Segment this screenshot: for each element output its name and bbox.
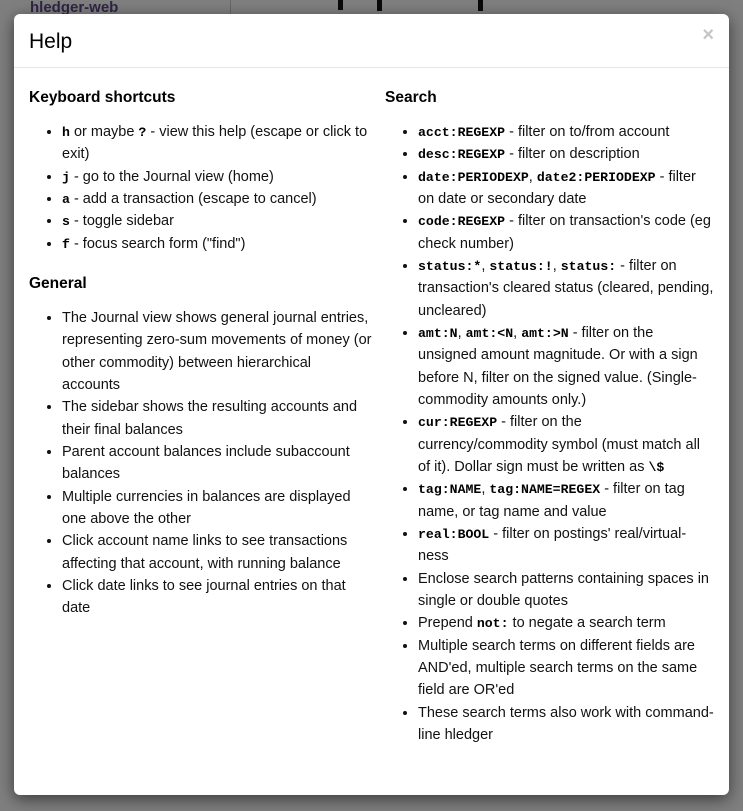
code-token: h <box>62 125 70 140</box>
code-token: desc:REGEXP <box>418 147 506 163</box>
help-list <box>385 121 714 746</box>
list-item: • h or maybe ? - view this help (escape or click to exit) <box>62 121 372 166</box>
list-item: • date:PERIODEXP, date2:PERIODEXP - filter on date or secondary date <box>418 166 714 211</box>
list-item: • These search terms also work with command-line hledger <box>418 702 714 747</box>
close-button[interactable]: × <box>702 24 714 46</box>
help-column-left <box>29 89 372 746</box>
list-item: • Multiple search terms on different fields are AND'ed, multiple search terms on the same field are OR'ed <box>418 635 714 702</box>
list-item: • cur:REGEXP - filter on the currency/commodity symbol (must match all of it). Dollar sign must be written as \$ <box>418 411 714 478</box>
list-item: • code:REGEXP - filter on transaction's code (eg check number) <box>418 210 714 255</box>
help-section <box>29 275 372 620</box>
code-token: a <box>62 191 70 207</box>
code-token: ? <box>138 125 147 140</box>
list-item: • Prepend not: to negate a search term <box>418 612 714 634</box>
list-item: • acct:REGEXP - filter on to/from account <box>418 121 714 143</box>
list-item: • f - focus search form ("find") <box>62 233 372 255</box>
list-item: • desc:REGEXP - filter on description <box>418 143 714 165</box>
help-list <box>29 307 372 620</box>
modal-body <box>14 68 729 761</box>
code-token: tag:NAME=REGEX <box>489 482 601 498</box>
list-item: • Parent account balances include subaccount balances <box>62 441 372 486</box>
list-item: • Enclose search patterns containing spaces in single or double quotes <box>418 568 714 613</box>
list-item: • status:*, status:!, status: - filter on transaction's cleared status (cleared, pending, uncleared) <box>418 255 714 322</box>
modal-header <box>14 14 729 68</box>
code-token: f <box>62 236 70 252</box>
code-token: s <box>62 214 70 230</box>
code-token: tag:NAME <box>418 482 482 498</box>
section-heading: General <box>29 274 87 292</box>
code-token: status: <box>560 258 617 274</box>
help-column-right <box>385 89 714 746</box>
help-list <box>29 121 372 255</box>
code-token: amt:>N <box>521 325 569 341</box>
list-item: • amt:N, amt:<N, amt:>N - filter on the unsigned amount magnitude. Or with a sign before N, filter on the signed value. (Single-commodity amounts only.) <box>418 322 714 411</box>
list-item: • j - go to the Journal view (home) <box>62 166 372 188</box>
code-token: \$ <box>648 459 665 475</box>
section-heading: Keyboard shortcuts <box>29 89 176 106</box>
code-token: amt:<N <box>465 325 514 341</box>
code-token: real:BOOL <box>418 526 490 542</box>
help-modal <box>14 14 729 795</box>
code-token: date2:PERIODEXP <box>536 169 656 185</box>
list-item: • real:BOOL - filter on postings' real/virtual-ness <box>418 523 714 568</box>
list-item: • Click date links to see journal entries on that date <box>62 575 372 620</box>
list-item: • s - toggle sidebar <box>62 210 372 232</box>
code-token: not: <box>476 616 509 632</box>
help-section <box>385 89 714 746</box>
list-item: • tag:NAME, tag:NAME=REGEX - filter on tag name, or tag name and value <box>418 478 714 523</box>
code-token: amt:N <box>418 325 458 341</box>
help-section <box>29 89 372 255</box>
code-token: code:REGEXP <box>418 214 506 230</box>
code-token: status:* <box>418 258 482 274</box>
modal-title: Help <box>29 30 73 53</box>
section-heading: Search <box>385 89 437 106</box>
list-item: • Multiple currencies in balances are displayed one above the other <box>62 486 372 531</box>
list-item: • a - add a transaction (escape to cancel) <box>62 188 372 210</box>
list-item: • The Journal view shows general journal entries, representing zero-sum movements of money (or other commodity) between hierarchical accounts <box>62 307 372 396</box>
code-token: cur:REGEXP <box>418 415 498 431</box>
code-token: status:! <box>489 258 553 274</box>
code-token: date:PERIODEXP <box>418 169 529 185</box>
code-token: j <box>62 169 70 185</box>
list-item: • The sidebar shows the resulting accounts and their final balances <box>62 396 372 441</box>
code-token: acct:REGEXP <box>418 125 506 140</box>
list-item: • Click account name links to see transactions affecting that account, with running balance <box>62 530 372 575</box>
